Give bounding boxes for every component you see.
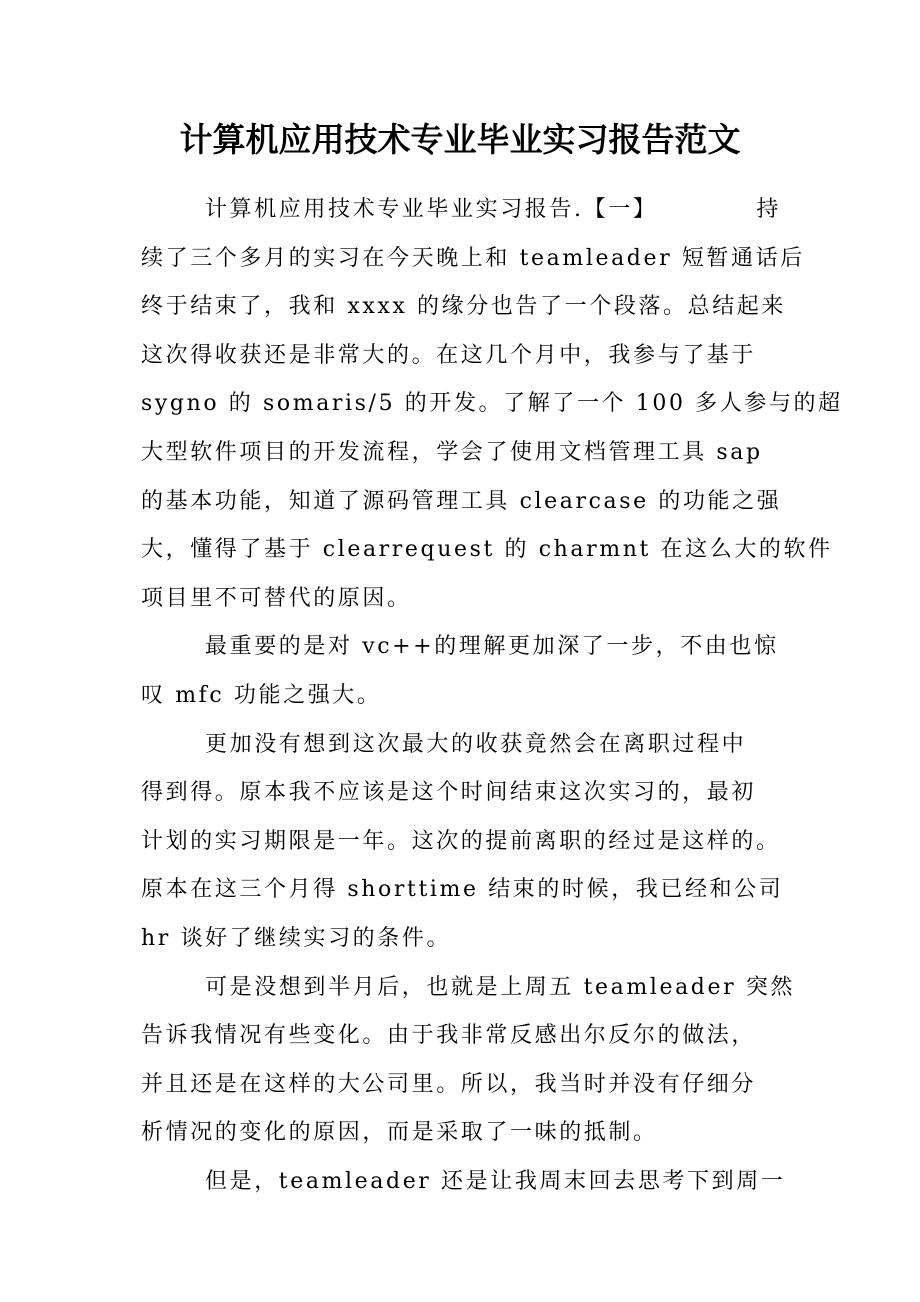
text-line: 原本在这三个月得 shorttime 结束的时候，我已经和公司 bbox=[141, 877, 784, 903]
text-line: sygno 的 somaris/5 的开发。了解了一个 100 多人参与的超 bbox=[141, 391, 843, 417]
text-line: 续了三个多月的实习在今天晚上和 teamleader 短暂通话后 bbox=[141, 245, 805, 271]
section-heading-inline: 计算机应用技术专业毕业实习报告.【一】 bbox=[205, 197, 658, 222]
text-line: 叹 mfc 功能之强大。 bbox=[141, 682, 382, 708]
text-line: 析情况的变化的原因，而是采取了一味的抵制。 bbox=[141, 1120, 658, 1146]
document-body bbox=[141, 186, 843, 1206]
paragraph-5-line-1: 但是，teamleader 还是让我周末回去思考下到周一 bbox=[205, 1168, 786, 1194]
paragraph-4-line-1: 可是没想到半月后，也就是上周五 teamleader 突然 bbox=[205, 974, 796, 1000]
text-line: 这次得收获还是非常大的。在这几个月中，我参与了基于 bbox=[141, 342, 757, 368]
text-line: hr 谈好了继续实习的条件。 bbox=[141, 925, 452, 951]
text-fragment: 持 bbox=[756, 197, 781, 222]
text-line: 大，懂得了基于 clearrequest 的 charmnt 在这么大的软件 bbox=[141, 537, 833, 563]
text-line: 告诉我情况有些变化。由于我非常反感出尔反尔的做法， bbox=[141, 1023, 757, 1049]
paragraph-1-line-1 bbox=[141, 186, 781, 235]
paragraph-3-line-1: 更加没有想到这次最大的收获竟然会在离职过程中 bbox=[205, 731, 747, 757]
text-line: 并且还是在这样的大公司里。所以，我当时并没有仔细分 bbox=[141, 1071, 757, 1097]
document-title: 计算机应用技术专业毕业实习报告范文 bbox=[179, 120, 741, 159]
text-line: 计划的实习期限是一年。这次的提前离职的经过是这样的。 bbox=[141, 828, 781, 854]
text-line: 的基本功能，知道了源码管理工具 clearcase 的功能之强 bbox=[141, 488, 782, 514]
paragraph-2-line-1: 最重要的是对 vc++的理解更加深了一步，不由也惊 bbox=[205, 634, 779, 660]
text-line: 项目里不可替代的原因。 bbox=[141, 585, 412, 611]
text-line: 得到得。原本我不应该是这个时间结束这次实习的，最初 bbox=[141, 780, 757, 806]
text-line: 终于结束了，我和 xxxx 的缘分也告了一个段落。总结起来 bbox=[141, 294, 787, 320]
text-line: 大型软件项目的开发流程，学会了使用文档管理工具 sap bbox=[141, 439, 763, 465]
